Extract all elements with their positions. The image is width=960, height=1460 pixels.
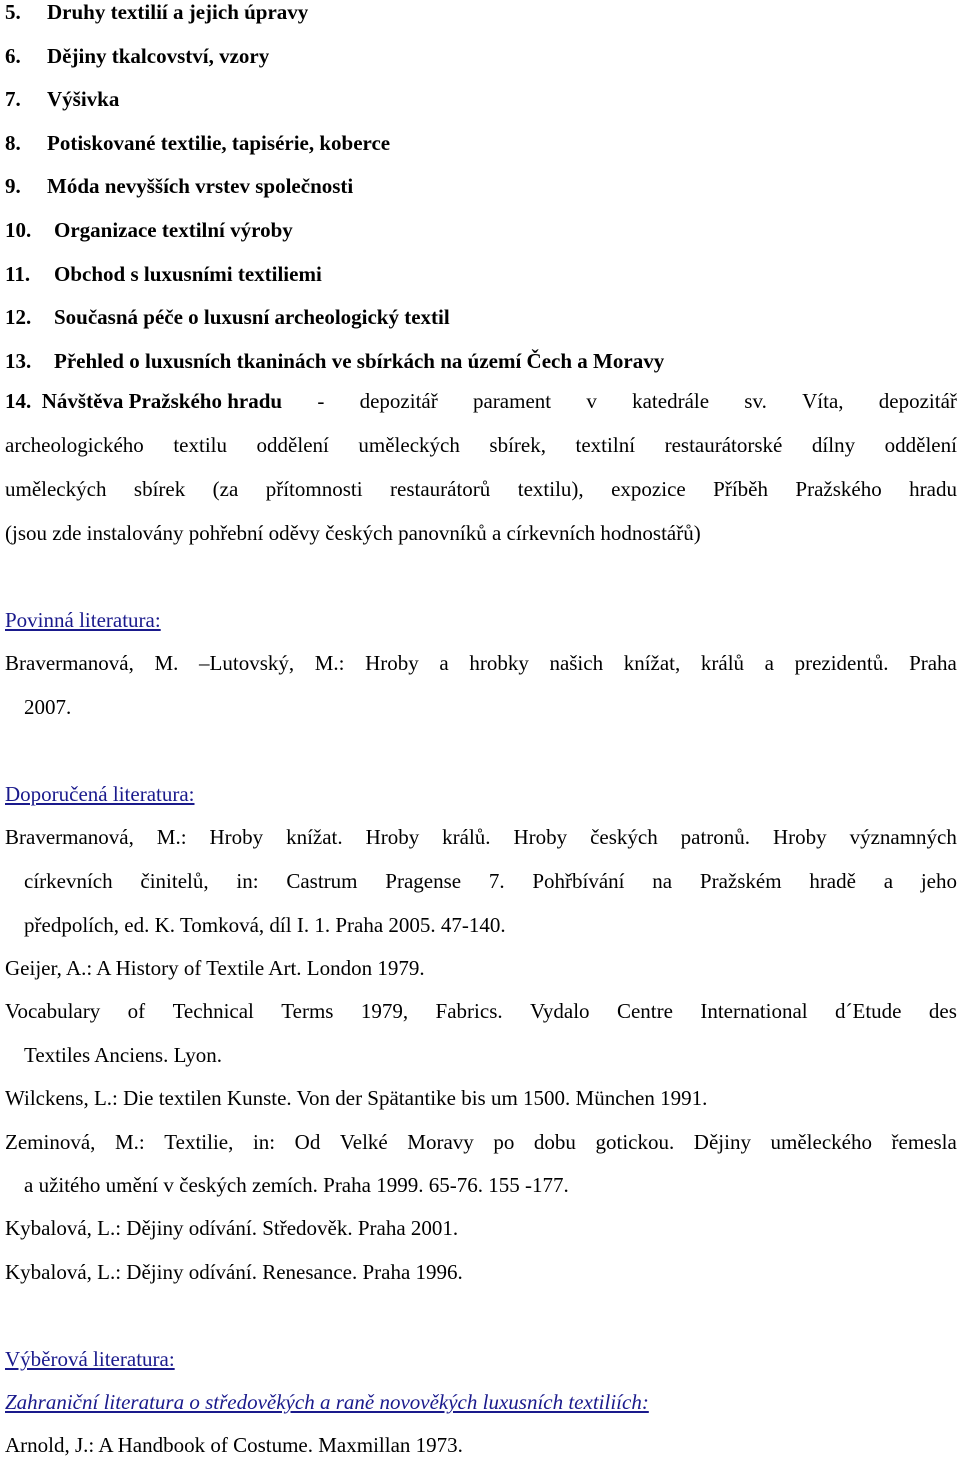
topic-item bbox=[5, 0, 308, 25]
topic-item bbox=[5, 348, 664, 374]
word: –Lutovský, bbox=[199, 651, 295, 675]
word: Hroby bbox=[772, 825, 827, 849]
word: textilu), bbox=[517, 477, 584, 501]
word: činitelů, bbox=[140, 869, 209, 893]
recommended-entry-1-line-3: předpolích, ed. K. Tomková, díl I. 1. Praha 2005. 47-140. bbox=[24, 913, 506, 937]
word: a bbox=[439, 651, 449, 675]
word: Pohřbívání bbox=[532, 869, 625, 893]
topic-text: Současná péče o luxusní archeologický textil bbox=[54, 305, 450, 330]
topic-number: 7. bbox=[5, 87, 21, 112]
topic-14-line-1 bbox=[5, 388, 957, 414]
word: restaurátorské bbox=[664, 433, 783, 457]
word: českých bbox=[590, 825, 658, 849]
recommended-entry-6: Kybalová, L.: Dějiny odívání. Středověk. Praha 2001. bbox=[5, 1216, 459, 1240]
word: Pragense bbox=[385, 869, 462, 893]
word: hrobky bbox=[469, 651, 529, 675]
optional-entry-1: Arnold, J.: A Handbook of Costume. Maxmillan 1973. bbox=[5, 1433, 463, 1457]
word: Vydalo bbox=[530, 999, 590, 1023]
word: Hroby bbox=[365, 825, 420, 849]
topic-text: Přehled o luxusních tkaninách ve sbírkách na území Čech a Moravy bbox=[54, 348, 665, 373]
word: 7. bbox=[488, 869, 505, 893]
topic-number: 8. bbox=[5, 130, 21, 155]
word: M.: bbox=[156, 825, 187, 849]
topic-item bbox=[5, 173, 353, 199]
topic-text: Dějiny tkalcovství, vzory bbox=[47, 43, 270, 68]
topic-text: Organizace textilní výroby bbox=[54, 218, 293, 242]
word: restaurátorů bbox=[390, 477, 491, 501]
word: Fabrics. bbox=[435, 999, 503, 1023]
word: a bbox=[883, 869, 894, 893]
word: Velké bbox=[339, 1130, 388, 1154]
word: in: bbox=[236, 869, 259, 893]
topic-item bbox=[5, 217, 293, 243]
topic-number: 10. bbox=[5, 218, 32, 242]
recommended-entry-1-line-1 bbox=[5, 824, 957, 850]
topic-text: Obchod s luxusními textiliemi bbox=[54, 261, 322, 286]
word: Pražského bbox=[795, 477, 882, 501]
word: in: bbox=[252, 1130, 276, 1154]
word: dílny bbox=[811, 433, 856, 457]
word: parament bbox=[472, 389, 552, 413]
word: archeologického bbox=[5, 433, 144, 457]
word: d´Etude bbox=[835, 999, 902, 1023]
word: králů bbox=[700, 651, 745, 675]
word: textilu bbox=[173, 433, 227, 457]
word: patronů. bbox=[680, 825, 751, 849]
word: katedrále bbox=[632, 389, 710, 413]
word: Bravermanová, bbox=[5, 651, 134, 675]
recommended-entry-3-line-2: Textiles Anciens. Lyon. bbox=[24, 1043, 223, 1067]
word: hradu bbox=[909, 477, 957, 501]
word: prezidentů. bbox=[794, 651, 889, 675]
recommended-entry-3-line-1 bbox=[5, 998, 957, 1024]
recommended-literature-heading: Doporučená literatura: bbox=[5, 782, 195, 806]
word: Víta, bbox=[802, 389, 844, 413]
word: církevních bbox=[24, 869, 113, 893]
word: jeho bbox=[920, 869, 957, 893]
word: depozitář bbox=[359, 389, 438, 413]
word: expozice bbox=[611, 477, 686, 501]
word: uměleckého bbox=[770, 1130, 872, 1154]
word: dobu bbox=[533, 1130, 576, 1154]
word: M. bbox=[154, 651, 179, 675]
topic-text: Výšivka bbox=[47, 87, 120, 112]
topic-14-line-2 bbox=[5, 432, 957, 458]
word: Bravermanová, bbox=[5, 825, 134, 849]
word: des bbox=[928, 999, 957, 1023]
word: Pražském bbox=[699, 869, 782, 893]
word: sbírek, bbox=[489, 433, 546, 457]
word: International bbox=[700, 999, 808, 1023]
word: Vocabulary bbox=[5, 999, 101, 1023]
word: po bbox=[493, 1130, 515, 1154]
topic-14-line-4: (jsou zde instalovány pohřební oděvy českých panovníků a církevních hodnostářů) bbox=[5, 521, 701, 545]
recommended-entry-1-line-2 bbox=[24, 868, 957, 894]
topic-item bbox=[5, 130, 390, 156]
word: Zeminová, bbox=[5, 1130, 96, 1154]
required-entry-1-line-1 bbox=[5, 650, 957, 676]
word: Hroby bbox=[365, 651, 419, 675]
optional-literature-subheading: Zahraniční literatura o středověkých a raně novověkých luxusních textiliích: bbox=[5, 1390, 649, 1414]
word: oddělení bbox=[884, 433, 957, 457]
word: Centre bbox=[616, 999, 673, 1023]
topic-item bbox=[5, 304, 450, 330]
word: Hroby bbox=[513, 825, 568, 849]
topic-text: Potiskované textilie, tapisérie, koberce bbox=[47, 130, 391, 155]
word: Castrum bbox=[286, 869, 358, 893]
word: depozitář bbox=[878, 389, 957, 413]
word: a bbox=[764, 651, 774, 675]
word: Terms bbox=[281, 999, 334, 1023]
word: na bbox=[652, 869, 673, 893]
recommended-entry-5-line-1 bbox=[5, 1129, 957, 1155]
required-literature-heading: Povinná literatura: bbox=[5, 608, 161, 632]
word: oddělení bbox=[256, 433, 329, 457]
topic-14-number: 14. bbox=[5, 389, 32, 413]
word: 1979, bbox=[360, 999, 409, 1023]
word: řemesla bbox=[891, 1130, 957, 1154]
word: gotickou. bbox=[595, 1130, 675, 1154]
word: Moravy bbox=[407, 1130, 474, 1154]
topic-number: 6. bbox=[5, 43, 21, 68]
topic-item bbox=[5, 43, 269, 69]
recommended-entry-7: Kybalová, L.: Dějiny odívání. Renesance. Praha 1996. bbox=[5, 1260, 463, 1284]
recommended-entry-5-line-2: a užitého umění v českých zemích. Praha 1999. 65-76. 155 -177. bbox=[24, 1173, 569, 1197]
required-entry-1-line-2: 2007. bbox=[24, 695, 72, 719]
topic-number: 12. bbox=[5, 305, 32, 330]
topic-14-line-3 bbox=[5, 476, 957, 502]
word: našich bbox=[549, 651, 604, 675]
topic-text: Druhy textilií a jejich úpravy bbox=[47, 0, 309, 24]
word: knížat. bbox=[286, 825, 343, 849]
word: Příběh bbox=[713, 477, 768, 501]
optional-literature-heading: Výběrová literatura: bbox=[5, 1347, 175, 1371]
word: M.: bbox=[314, 651, 345, 675]
word: sv. bbox=[744, 389, 767, 413]
topic-14-heading bbox=[5, 388, 282, 414]
topic-text: Móda nevyšších vrstev společnosti bbox=[47, 174, 354, 199]
word: knížat, bbox=[623, 651, 681, 675]
word: uměleckých bbox=[358, 433, 460, 457]
recommended-entry-2: Geijer, A.: A History of Textile Art. London 1979. bbox=[5, 956, 425, 980]
word: přítomnosti bbox=[265, 477, 363, 501]
word: M.: bbox=[114, 1130, 145, 1154]
word: Praha bbox=[909, 651, 957, 675]
word: významných bbox=[849, 825, 957, 849]
word: sbírek bbox=[133, 477, 186, 501]
word: (za bbox=[212, 477, 239, 501]
word: Hroby bbox=[209, 825, 264, 849]
recommended-entry-4: Wilckens, L.: Die textilen Kunste. Von der Spätantike bis um 1500. München 1991. bbox=[5, 1086, 708, 1110]
topic-number: 9. bbox=[5, 174, 21, 199]
word: of bbox=[127, 999, 146, 1023]
word: hradě bbox=[809, 869, 856, 893]
word: v bbox=[586, 389, 597, 413]
word: Dějiny bbox=[693, 1130, 751, 1154]
word: králů. bbox=[442, 825, 491, 849]
word: Technical bbox=[172, 999, 254, 1023]
topic-item bbox=[5, 261, 322, 287]
topic-number: 5. bbox=[5, 0, 21, 24]
topic-item bbox=[5, 86, 119, 112]
word: Textilie, bbox=[164, 1130, 234, 1154]
word: uměleckých bbox=[5, 477, 107, 501]
word: - bbox=[317, 389, 325, 413]
word: textilní bbox=[575, 433, 636, 457]
topic-14-title: Návštěva Pražského hradu bbox=[41, 389, 283, 413]
topic-number: 11. bbox=[5, 261, 31, 286]
word: Od bbox=[294, 1130, 321, 1154]
topic-number: 13. bbox=[5, 348, 32, 373]
